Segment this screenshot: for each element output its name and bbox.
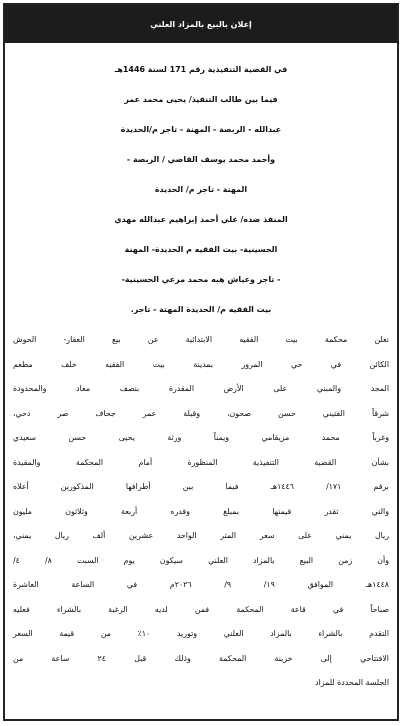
body-line: تعلن محكمة بيت الفقيه الابتدائية عن بيع العقار- الحوش	[13, 335, 389, 344]
body-line: المجد والمبني على الأرض المقدرة بنصف معاد والمحدودة	[13, 384, 389, 393]
body-line: الكائن في حي المرور بمدينة بيت الفقيه خلف مطعم	[13, 359, 389, 369]
body-line: والتي تقدر قيمتها بمبلغ وقدره أربعة وثلاثون مليون	[13, 506, 389, 516]
body-line: الجلسة المحددة للمزاد	[315, 678, 389, 687]
announcement-body	[5, 325, 397, 696]
body-line: الافتتاحي إلى خزينة المحكمة وذلك قبل ٢٤ ساعة من	[13, 653, 389, 663]
body-line: التقدم بالشراء بالمزاد العلني وتوريد ١٠٪ من قيمة السعر	[13, 629, 390, 638]
intro-line: المنفذ ضده/ علي أحمد إبراهيم عبدالله مهدي	[114, 215, 288, 224]
case-parties-block	[5, 43, 397, 325]
intro-line: بيت الفقيه م/ الحديدة المهنة - تاجر.	[130, 305, 272, 314]
intro-line: فيما بين طالب التنفيذ/ يحيى محمد عمر	[124, 95, 278, 104]
intro-line: عبدالله - الربصة - المهنة - تاجر م/الحديدة	[120, 125, 282, 134]
intro-line: - تاجر وعياش هبه محمد مرعي الحسينية-	[121, 275, 281, 284]
body-line: ريال يمني على سعر المتر الواحد عشرين ألف ريال يمني،	[13, 531, 389, 540]
body-line: وغرباً محمد مزيقامي ويمناً ورثة يحيى حسن سعيدي	[13, 433, 389, 442]
body-line: ١٤٤٨هـ الموافق ١٩/ ٩/ ٢٠٢٦م في الساعة العاشرة	[13, 580, 390, 589]
announcement-title: إعلان بالبيع بالمزاد العلني	[5, 5, 397, 43]
body-line: برقم ١٧١/ ١٤٤٦هـ فيما بين أطرافها المذكورين أعلاه	[13, 482, 389, 491]
intro-line: المهنة - تاجر م/ الحديدة	[154, 185, 248, 194]
intro-line: وأحمد محمد يوسف القاضي / الربصة -	[126, 155, 276, 164]
intro-line: الحسينية- بيت الفقيه م الحديدة- المهنة	[124, 245, 278, 254]
body-line: وأن زمن البيع بالمزاد العلني سيكون يوم السبت ٨/ ٤/	[13, 555, 389, 565]
announcement-frame	[3, 3, 399, 721]
body-line: صباحاً في قاعة المحكمة فمن لديه الرغبة بالشراء فعليه	[13, 604, 389, 614]
intro-line: في القضية التنفيذية رقم 171 لسنة 1446هـ	[114, 65, 288, 74]
body-line: بشأن القضية التنفيذية المنظورة أمام المحكمة والمقيدة	[13, 457, 389, 467]
body-line: شرقاً الفتيني حسن صحون، وقبلة عمر جحاف صر دحي،	[13, 408, 389, 418]
